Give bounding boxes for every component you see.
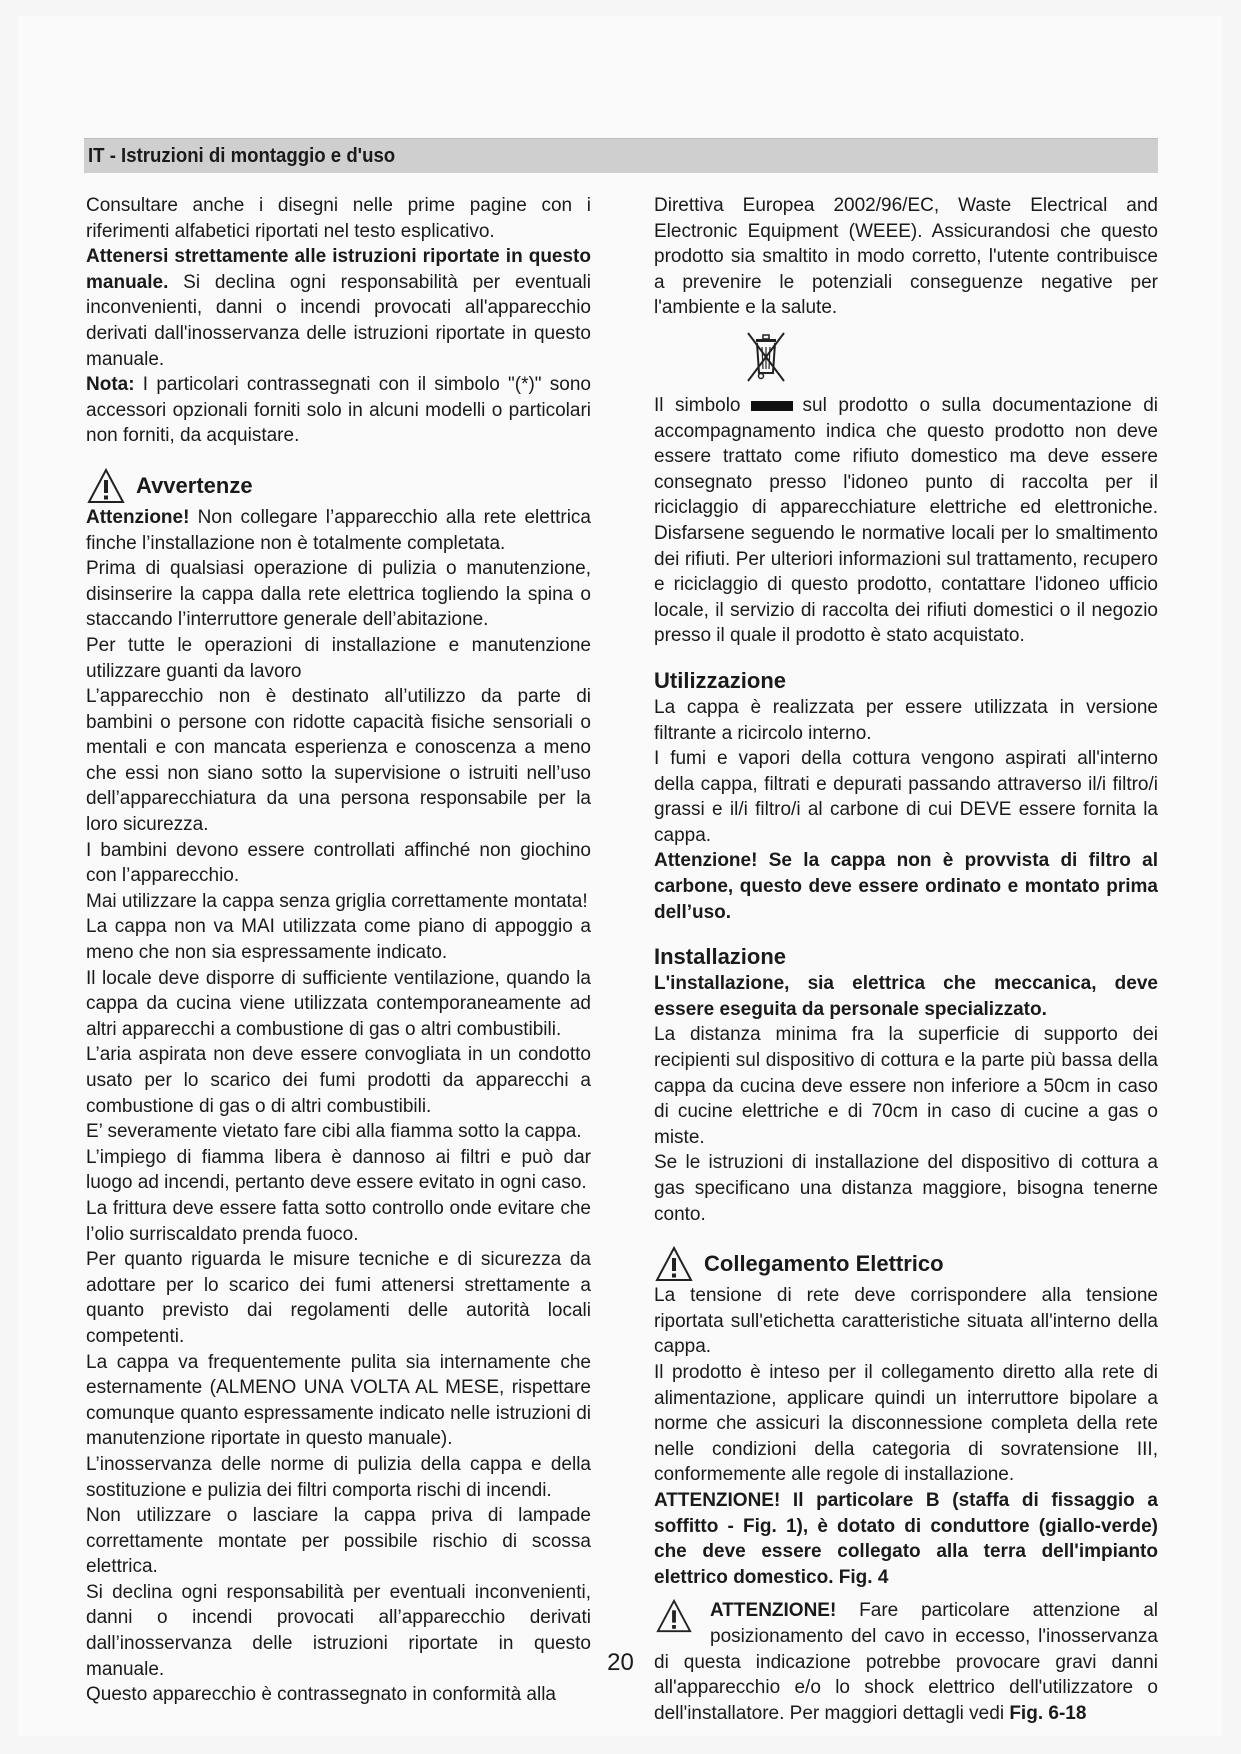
warning-item: Per tutte le operazioni di installazione e manutenzione utilizzare guanti da lavoro xyxy=(86,634,591,682)
warning-item: I bambini devono essere controllati affinché non giochino con l’apparecchio. xyxy=(86,839,591,887)
figure-reference: Fig. 6-18 xyxy=(1009,1702,1087,1724)
electrical-attention: ATTENZIONE! Il particolare B (staffa di fissaggio a soffitto - Fig. 1), è dotato di conduttore (giallo-verde) che deve essere collegato alla terra dell'impianto elettrico domestico. Fig. 4 xyxy=(654,1489,1158,1588)
electrical-paragraph: La tensione di rete deve corrispondere alla tensione riportata sull'etichetta caratteristiche situata all'interno della cappa. xyxy=(654,1285,1158,1358)
warnings-heading xyxy=(86,467,591,505)
note-label: Nota: xyxy=(86,374,135,396)
right-column xyxy=(654,193,1158,1726)
warning-item: Non utilizzare o lasciare la cappa priva di lampade correttamente montate per possibile rischio di scossa elettrica. xyxy=(86,1505,591,1578)
cable-warning-text: Fare particolare attenzione al posizionamento del cavo in eccesso, l'inosservanza di questa indicazione potrebbe provocare gravi danni all'apparecchio e/o lo shock elettrico dell'utilizzatore o dell'installatore. Per maggiori dettagli vedi xyxy=(654,1600,1158,1724)
intro-paragraph: Consultare anche i disegni nelle prime pagine con i riferimenti alfabetici riportati nel testo esplicativo. xyxy=(86,195,591,242)
warning-item: Si declina ogni responsabilità per eventuali inconvenienti, danni o incendi provocati all’apparecchio derivati dall’inosservanza delle istruzioni riportate in questo manuale. xyxy=(86,1581,591,1680)
warning-item: L’apparecchio non è destinato all’utilizzo da parte di bambini o persone con ridotte capacità fisiche sensoriali o mentali e con mancata esperienza e conoscenza a meno che essi non siano sotto la supervisione o istruiti nell’uso dell’apparecchiatura da una persona responsabile per la loro sicurezza. xyxy=(86,686,591,836)
warning-item: La cappa non va MAI utilizzata come piano di appoggio a meno che non sia espressamente indicato. xyxy=(86,916,591,964)
weee-symbol-wrapper xyxy=(654,329,1158,387)
warning-item: La frittura deve essere fatta sotto controllo onde evitare che l’olio surriscaldato prenda fuoco. xyxy=(86,1197,591,1245)
black-bar-symbol xyxy=(751,401,793,411)
warnings-title: Avvertenze xyxy=(136,472,253,498)
use-title: Utilizzazione xyxy=(654,667,787,693)
weee-directive-paragraph: Direttiva Europea 2002/96/EC, Waste Electrical and Electronic Equipment (WEEE). Assicurandosi che questo prodotto sia smaltito in modo corretto, l'utente contribuisce a prevenire le potenziali conseguenze negative per l'ambiente e la salute. xyxy=(654,195,1158,319)
warning-item: E’ severamente vietato fare cibi alla fiamma sotto la cappa. xyxy=(86,1121,582,1143)
weee-symbol-start: Il simbolo xyxy=(654,394,741,416)
warning-item: L’aria aspirata non deve essere convogliata in un condotto usato per lo scarico dei fumi prodotti da apparecchi a combustione di gas o di altri combustibili. xyxy=(86,1044,591,1117)
intro-responsibility xyxy=(86,244,591,372)
crossed-bin-icon xyxy=(744,329,788,385)
warning-item: L’impiego di fiamma libera è dannoso ai filtri e può dar luogo ad incendi, pertanto deve essere evitato in ogni caso. xyxy=(86,1146,591,1194)
warning-item: Mai utilizzare la cappa senza griglia correttamente montata! xyxy=(86,890,588,912)
use-attention: Attenzione! Se la cappa non è provvista di filtro al carbone, questo deve essere ordinato e montato prima dell’uso. xyxy=(654,850,1158,923)
installation-paragraph: La distanza minima fra la superficie di supporto dei recipienti sul dispositivo di cottura e la parte più bassa della cappa da cucina deve essere non inferiore a 50cm in caso di cucine elettriche e di 70cm in caso di cucine a gas o miste. xyxy=(654,1024,1158,1148)
warning-icon xyxy=(86,467,126,505)
left-column xyxy=(86,193,591,1708)
warning-item: Il locale deve disporre di sufficiente ventilazione, quando la cappa da cucina viene utilizzata contemporaneamente ad altri apparecchi a combustione di gas o altri combustibili. xyxy=(86,967,591,1040)
warning-icon xyxy=(654,1598,694,1634)
note-paragraph xyxy=(86,372,591,449)
section-title: IT - Istruzioni di montaggio e d'uso xyxy=(88,145,396,167)
warning-icon xyxy=(654,1245,694,1283)
warning-text: Non collegare l’apparecchio alla rete elettrica finche l’installazione non è totalmente completata. xyxy=(86,506,591,554)
use-paragraph: La cappa è realizzata per essere utilizzata in versione filtrante a ricircolo interno. xyxy=(654,696,1158,744)
installation-paragraph: Se le istruzioni di installazione del dispositivo di cottura a gas specificano una distanza maggiore, bisogna tenerne conto. xyxy=(654,1152,1158,1225)
electrical-heading xyxy=(654,1245,1158,1283)
use-paragraph: I fumi e vapori della cottura vengono aspirati all'interno della cappa, filtrati e depurati passando attraverso il/i filtro/i grassi e il/i filtro/i al carbone di cui DEVE essere fornita la cappa. xyxy=(654,748,1158,846)
warning-item: La cappa va frequentemente pulita sia internamente che esternamente (ALMENO UNA VOLTA AL MESE, rispettare comunque quanto espressamente indicato nelle istruzioni di manutenzione riportate in questo manuale). xyxy=(86,1351,591,1450)
weee-symbol-paragraph xyxy=(654,393,1158,649)
warning-item: L’inosservanza delle norme di pulizia della cappa e della sostituzione e pulizia dei filtri comporta rischi di incendi. xyxy=(86,1453,591,1501)
electrical-title: Collegamento Elettrico xyxy=(704,1251,944,1277)
cable-attention-label: ATTENZIONE! xyxy=(710,1600,837,1622)
warning-item: Per quanto riguarda le misure tecniche e di sicurezza da adottare per lo scarico dei fumi attenersi strettamente a quanto previsto dai regolamenti delle autorità locali competenti. xyxy=(86,1249,591,1347)
installation-bold: L'installazione, sia elettrica che meccanica, deve essere eseguita da personale specializzato. xyxy=(654,973,1158,1020)
intro-rest: Si declina ogni responsabilità per eventuali inconvenienti, danni o incendi provocati all'apparecchio derivati dall'inosservanza delle istruzioni riportate in questo manuale. xyxy=(86,271,591,370)
weee-symbol-rest: sul prodotto o sulla documentazione di accompagnamento indica che questo prodotto non deve essere trattato come rifiuto domestico ma deve essere consegnato presso l'idoneo punto di raccolta per il riciclaggio di apparecchiature elettriche ed elettroniche. Disfarsene seguendo le normative locali per lo smaltimento dei rifiuti. Per ulteriori informazioni sul trattamento, recupero e riciclaggio di questo prodotto, contattare l'idoneo ufficio locale, il servizio di raccolta dei rifiuti domestici o il negozio presso il quale il prodotto è stato acquistato. xyxy=(654,394,1158,647)
warning-item: Questo apparecchio è contrassegnato in conformità alla xyxy=(86,1684,556,1706)
electrical-paragraph: Il prodotto è inteso per il collegamento diretto alla rete di alimentazione, applicare quindi un interruttore bipolare a norme che assicuri la disconnessione completa della rete nelle condizioni della categoria di sovratensione III, conformemente alle regole di installazione. xyxy=(654,1361,1158,1486)
installation-title: Installazione xyxy=(654,944,787,970)
warning-item: Prima di qualsiasi operazione di pulizia o manutenzione, disinserire la cappa dalla rete elettrica togliendo la spina o staccando l’interruttore generale dell’abitazione. xyxy=(86,558,591,631)
intro-bold: Attenersi strettamente alle istruzioni riportate in questo manuale. xyxy=(86,246,591,293)
warning-item xyxy=(86,505,591,556)
attention-label: Attenzione! xyxy=(86,506,190,528)
page-number: 20 xyxy=(607,1649,634,1676)
note-text: I particolari contrassegnati con il simbolo "(*)" sono accessori opzionali forniti solo in alcuni modelli o particolari non forniti, da acquistare. xyxy=(86,374,591,447)
section-header xyxy=(84,138,1158,173)
